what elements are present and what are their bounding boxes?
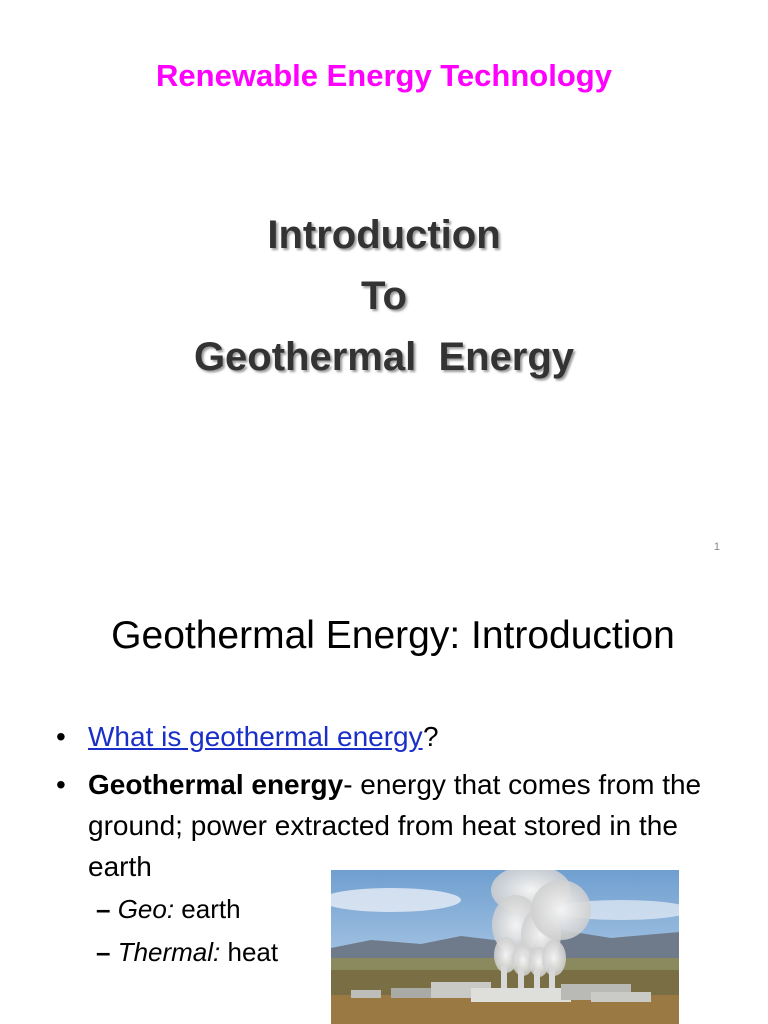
geothermal-plant-photo	[331, 870, 679, 1024]
slide-title	[0, 205, 768, 388]
dash-icon: –	[96, 937, 118, 967]
title-line-2: To	[361, 274, 407, 318]
sub-bullet-thermal	[96, 934, 278, 970]
slide-2-title: Geothermal Energy: Introduction	[111, 614, 675, 657]
definition-body: - energy that comes from the ground; power extracted from heat stored in the earth	[88, 769, 702, 882]
sub-meaning: earth	[174, 894, 241, 924]
bullet-dot-icon: •	[56, 721, 66, 752]
question-mark: ?	[423, 721, 439, 752]
dash-icon: –	[96, 894, 118, 924]
title-line-1: Introduction	[267, 213, 501, 257]
sub-meaning: heat	[220, 937, 279, 967]
title-line-3: Geothermal Energy	[193, 335, 575, 379]
definition-term: Geothermal energy	[88, 769, 344, 800]
page-number: 1	[713, 541, 720, 553]
geothermal-link[interactable]: What is geothermal energy	[88, 721, 423, 752]
definition-text	[88, 764, 748, 887]
sub-term: Thermal:	[117, 937, 221, 967]
sub-term: Geo:	[117, 894, 175, 924]
bullet-dot-icon: •	[56, 769, 66, 800]
slide-subtitle: Renewable Energy Technology	[156, 58, 612, 93]
sub-bullet-geo	[96, 891, 241, 927]
